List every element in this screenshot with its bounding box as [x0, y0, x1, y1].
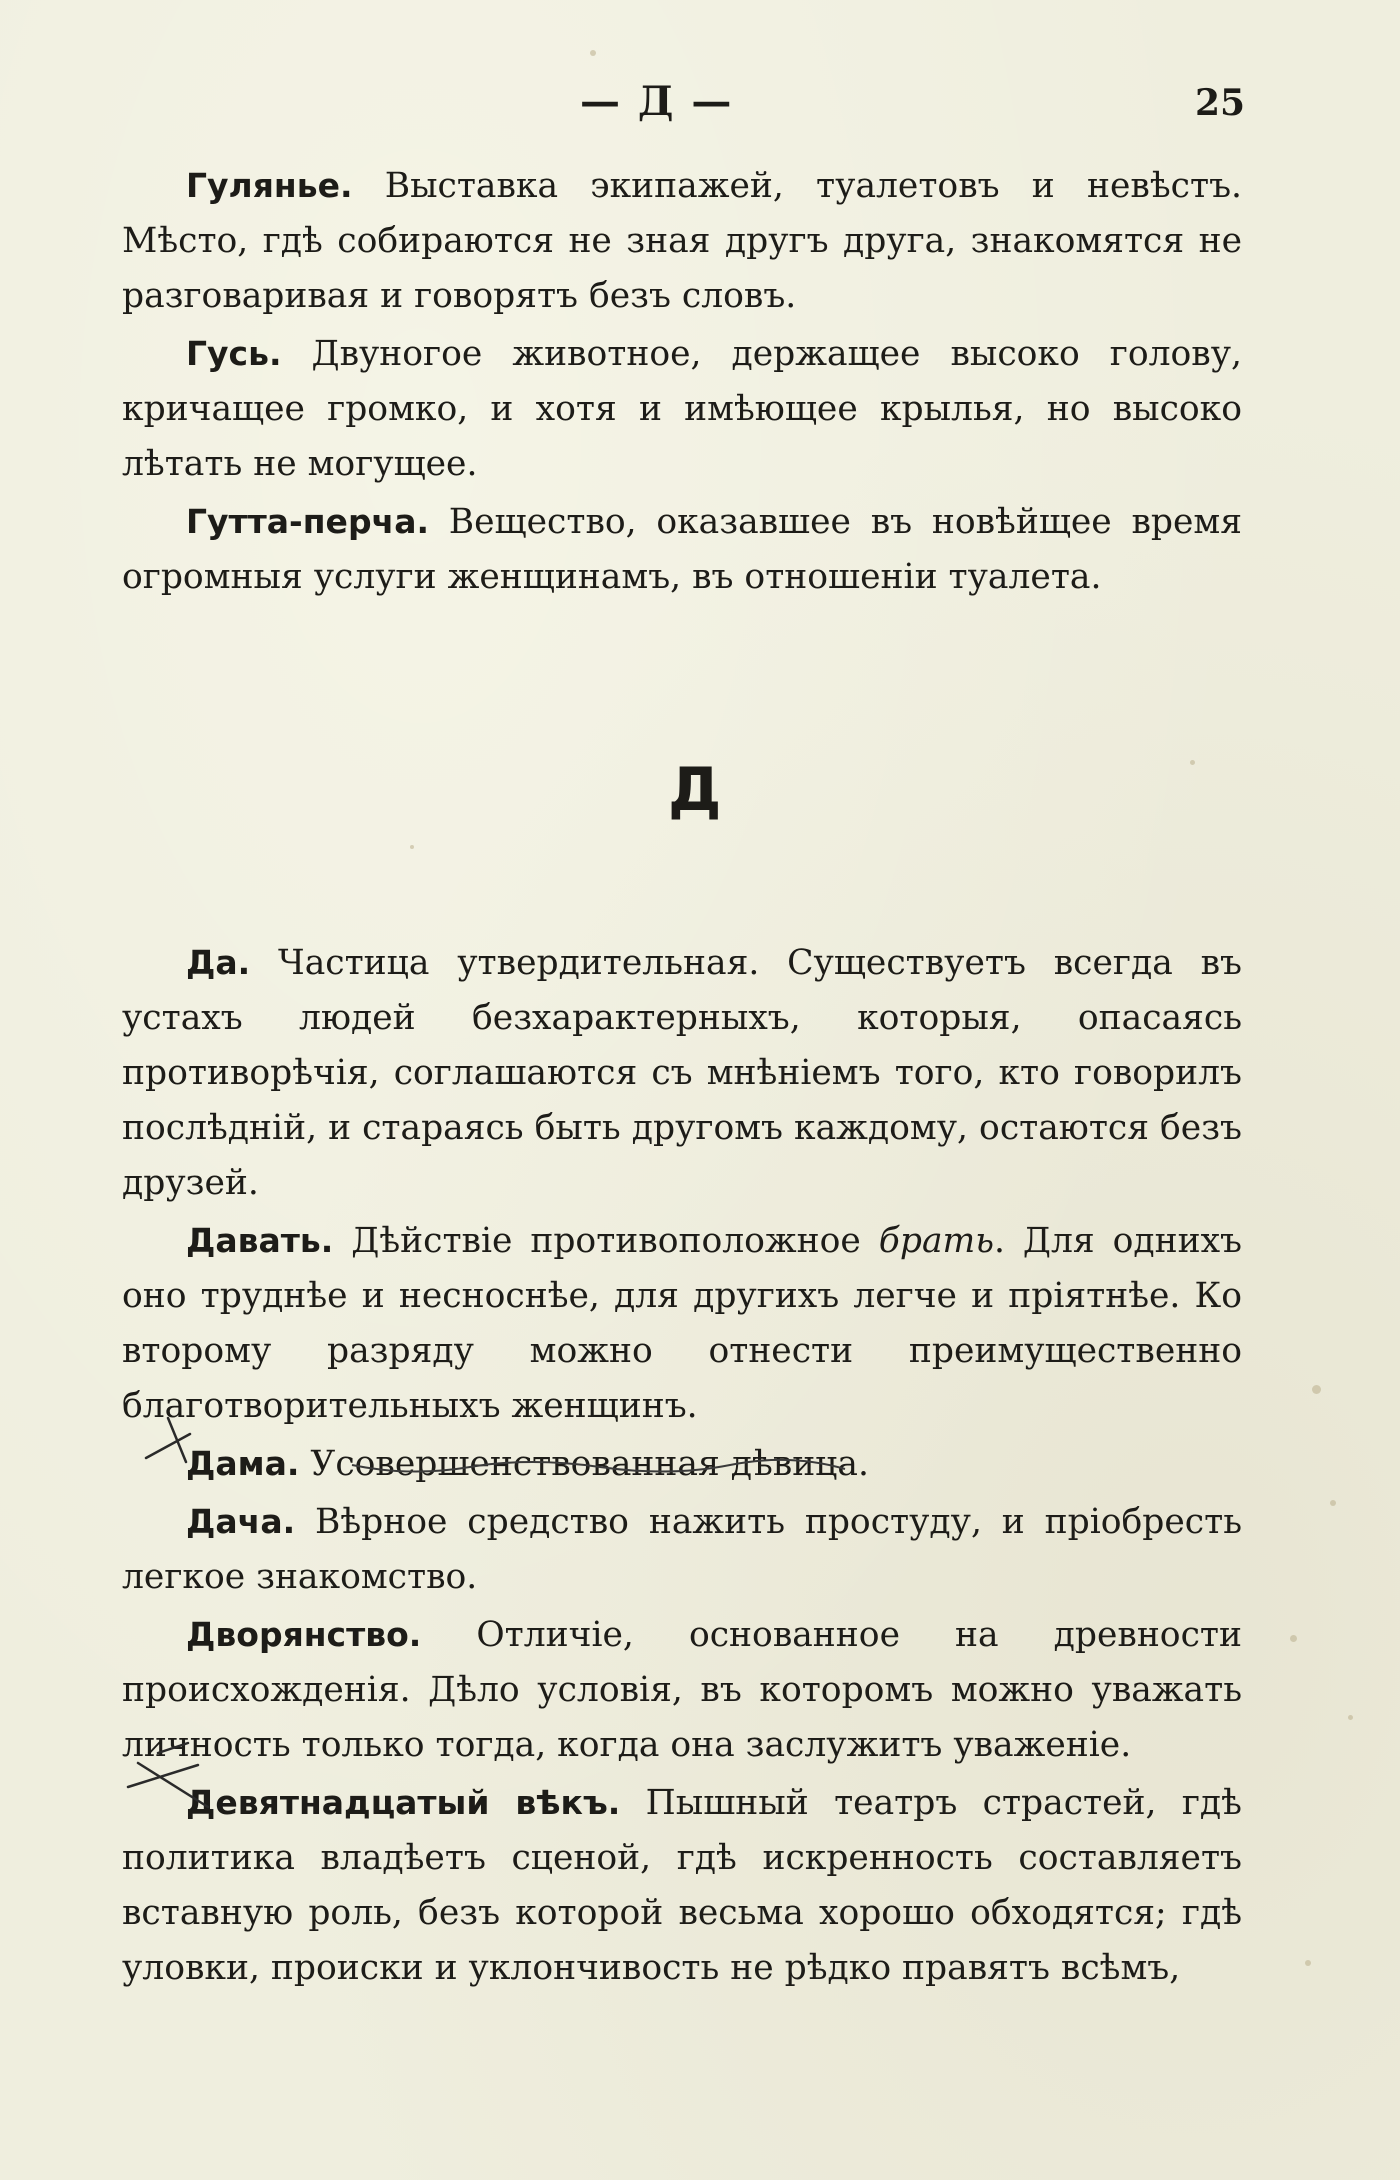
entry-term: Девятнадцатый вѣкъ. [186, 1783, 621, 1822]
entry-term: Дама. [186, 1444, 300, 1483]
paper-speck [1290, 1635, 1297, 1642]
entry-definition: Двуногое животное, держащее высоко голову, кричащее громко, и хотя и имѣющее крылья, но высоко лѣтать не могущее. [122, 334, 1242, 484]
entry-dama [122, 1436, 1242, 1492]
paper-speck [410, 845, 414, 849]
entry-da [122, 935, 1242, 1211]
entry-definition: Дѣйствіе противоположное [333, 1221, 879, 1261]
entry-definition: Отличіе, основанное на древности происхожденія. Дѣло условія, въ которомъ можно уважать личность только тогда, когда она заслужитъ уваженіе. [122, 1615, 1242, 1765]
paper-speck [1330, 1500, 1336, 1506]
italic-word: брать [878, 1221, 995, 1261]
entry-definition: Вѣрное средство нажить простуду, и пріобресть легкое знакомство. [122, 1502, 1242, 1597]
paper-speck [1190, 760, 1195, 765]
running-head: — Д — [580, 78, 734, 125]
entry-gulyanye [122, 158, 1242, 324]
entry-definition: Частица утвердительная. Существуетъ всегда въ устахъ людей безхарактерныхъ, которыя, опасаясь противорѣчія, соглашаются съ мнѣніемъ того, кто говорилъ послѣдній, и стараясь быть другомъ каждому, остаются безъ друзей. [122, 943, 1242, 1203]
entry-definition: Выставка экипажей, туалетовъ и невѣстъ. Мѣсто, гдѣ собираются не зная другъ друга, знакомятся не разговаривая и говорятъ безъ словъ. [122, 166, 1242, 316]
entry-dacha [122, 1494, 1242, 1605]
entry-term: Гутта-перча. [186, 502, 430, 541]
paper-speck [1348, 1715, 1353, 1720]
entry-term: Давать. [186, 1221, 334, 1260]
entry-definition: Вещество, оказавшее въ новѣйщее время огромныя услуги женщинамъ, въ отношеніи туалета. [122, 502, 1242, 597]
entry-definition: Усовершенствованная дѣвица. [299, 1444, 869, 1484]
entry-devyatnadtsaty-vek [122, 1775, 1242, 1996]
entry-term: Дворянство. [186, 1615, 422, 1654]
entry-term: Гулянье. [186, 166, 353, 205]
entry-term: Да. [186, 943, 251, 982]
page-number: 25 [1195, 82, 1246, 124]
entry-definition: Пышный театръ страстей, гдѣ политика владѣетъ сценой, гдѣ искренность составляетъ вставную роль, безъ которой весьма хорошо обходятся; гдѣ уловки, происки и уклончивость не рѣдко правятъ всѣмъ, [122, 1783, 1242, 1988]
entry-gus [122, 326, 1242, 492]
paper-speck [1312, 1385, 1321, 1394]
paper-speck [590, 50, 596, 56]
entry-davat [122, 1213, 1242, 1434]
top-entries [122, 158, 1242, 605]
d-entries [122, 935, 1242, 1996]
entry-term: Гусь. [186, 334, 282, 373]
entry-gutta-percha [122, 494, 1242, 605]
entry-dvoryanstvo [122, 1607, 1242, 1773]
paper-speck [1305, 1960, 1311, 1966]
entry-term: Дача. [186, 1502, 296, 1541]
entry-definition-cont: . Для однихъ оно труднѣе и несноснѣе, для другихъ легче и пріятнѣе. Ко второму разряду можно отнести преимущественно благотворительныхъ женщинъ. [122, 1221, 1242, 1426]
section-letter: Д [668, 755, 722, 825]
